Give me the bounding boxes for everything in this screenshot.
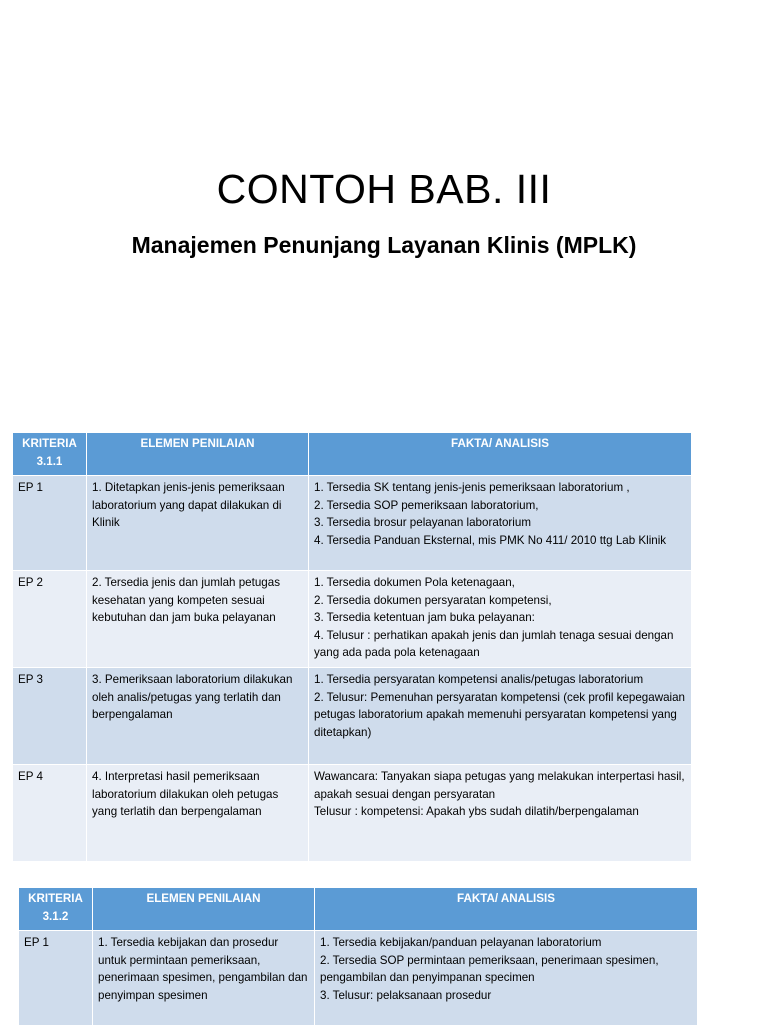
- elemen-cell: 1. Tersedia kebijakan dan prosedur untuk permintaan pemeriksaan, penerimaan spesimen, pengambilan dan penyimpan spesimen: [93, 931, 315, 1026]
- fakta-line: Wawancara: Tanyakan siapa petugas yang melakukan interpertasi hasil, apakah sesuai dengan persyaratan: [314, 770, 685, 801]
- fakta-cell: [309, 668, 692, 765]
- fakta-line: Telusur : kompetensi: Apakah ybs sudah dilatih/berpengalaman: [314, 805, 639, 819]
- header-fakta: FAKTA/ ANALISIS: [309, 433, 692, 476]
- fakta-line: 4. Telusur : perhatikan apakah jenis dan jumlah tenaga sesuai dengan yang ada pada pola ketenagaan: [314, 628, 674, 660]
- ep-label: EP 1: [13, 476, 87, 571]
- table-row: [13, 571, 692, 668]
- table-row: [13, 476, 692, 571]
- elemen-cell: 2. Tersedia jenis dan jumlah petugas kesehatan yang kompeten sesuai kebutuhan dan jam buka pelayanan: [87, 571, 309, 668]
- ep-label: EP 1: [19, 931, 93, 1026]
- fakta-line: 1. Tersedia persyaratan kompetensi analis/petugas laboratorium: [314, 673, 644, 686]
- header-kriteria: KRITERIA 3.1.2: [19, 888, 93, 931]
- elemen-cell: 4. Interpretasi hasil pemeriksaan laboratorium dilakukan oleh petugas yang terlatih dan berpengalaman: [87, 765, 309, 862]
- elemen-cell: 3. Pemeriksaan laboratorium dilakukan oleh analis/petugas yang terlatih dan berpengalaman: [87, 668, 309, 765]
- header-fakta: FAKTA/ ANALISIS: [315, 888, 698, 931]
- header-elemen: ELEMEN PENILAIAN: [93, 888, 315, 931]
- header-kriteria: KRITERIA 3.1.1: [13, 433, 87, 476]
- criteria-table-3-1-2: [18, 887, 698, 1026]
- fakta-cell: [309, 765, 692, 862]
- fakta-line: 1. Tersedia kebijakan/panduan pelayanan laboratorium: [320, 936, 602, 949]
- fakta-line: 2. Tersedia SOP pemeriksaan laboratorium,: [314, 498, 539, 512]
- fakta-line: 4. Tersedia Panduan Eksternal, mis PMK No 411/ 2010 ttg Lab Klinik: [314, 533, 667, 547]
- elemen-cell: 1. Ditetapkan jenis-jenis pemeriksaan laboratorium yang dapat dilakukan di Klinik: [87, 476, 309, 571]
- table-header-row: [13, 433, 692, 476]
- criteria-table-3-1-1: [12, 432, 692, 862]
- fakta-line: 1. Tersedia SK tentang jenis-jenis pemeriksaan laboratorium ,: [314, 481, 630, 494]
- fakta-cell: [309, 476, 692, 571]
- fakta-cell: [309, 571, 692, 668]
- fakta-cell: [315, 931, 698, 1026]
- fakta-line: 2. Telusur: Pemenuhan persyaratan kompetensi (cek profil kepegawaian petugas laboratorium apakah memenuhi persyaratan kompetensi yang ditetapkan): [314, 690, 685, 739]
- fakta-line: 2. Tersedia dokumen persyaratan kompetensi,: [314, 593, 552, 607]
- ep-label: EP 2: [13, 571, 87, 668]
- fakta-line: 3. Telusur: pelaksanaan prosedur: [320, 988, 492, 1002]
- ep-label: EP 3: [13, 668, 87, 765]
- ep-label: EP 4: [13, 765, 87, 862]
- header-elemen: ELEMEN PENILAIAN: [87, 433, 309, 476]
- table-row: [13, 668, 692, 765]
- page-title: CONTOH BAB. III: [216, 166, 552, 212]
- table-header-row: [19, 888, 698, 931]
- fakta-line: 3. Tersedia brosur pelayanan laboratorium: [314, 516, 531, 530]
- fakta-line: 1. Tersedia dokumen Pola ketenagaan,: [314, 576, 515, 589]
- table-row: [19, 931, 698, 1026]
- fakta-line: 3. Tersedia ketentuan jam buka pelayanan:: [314, 611, 535, 625]
- page-subtitle: Manajemen Penunjang Layanan Klinis (MPLK): [131, 232, 637, 258]
- fakta-line: 2. Tersedia SOP permintaan pemeriksaan, penerimaan spesimen, pengambilan dan penyimpanan specimen: [320, 953, 659, 985]
- table-row: [13, 765, 692, 862]
